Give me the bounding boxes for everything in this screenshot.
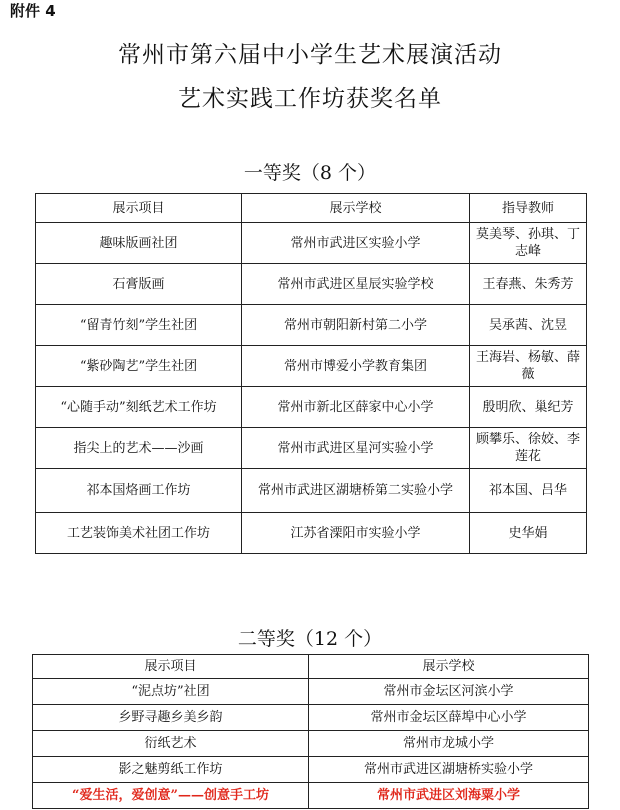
teacher-cell: 莫美琴、孙琪、丁志峰 xyxy=(470,223,587,264)
table-row xyxy=(36,264,587,305)
table-row xyxy=(33,757,589,783)
table-row xyxy=(36,223,587,264)
school-cell: 江苏省溧阳市实验小学 xyxy=(242,513,470,554)
table-row xyxy=(36,428,587,469)
school-cell: 常州市武进区湖塘桥第二实验小学 xyxy=(242,469,470,513)
project-cell: 指尖上的艺术——沙画 xyxy=(36,428,242,469)
table-row xyxy=(33,731,589,757)
column-header: 展示项目 xyxy=(36,194,242,223)
document-title-line1: 常州市第六届中小学生艺术展演活动 xyxy=(118,42,502,68)
table-row xyxy=(33,679,589,705)
project-cell: 影之魅剪纸工作坊 xyxy=(33,757,309,783)
school-cell: 常州市金坛区薛埠中心小学 xyxy=(309,705,589,731)
project-cell: 祁本国烙画工作坊 xyxy=(36,469,242,513)
teacher-cell: 顾攀乐、徐姣、李莲花 xyxy=(470,428,587,469)
table-row xyxy=(36,513,587,554)
project-cell: “紫砂陶艺”学生社团 xyxy=(36,346,242,387)
school-cell: 常州市武进区刘海粟小学 xyxy=(309,783,589,809)
school-cell: 常州市龙城小学 xyxy=(309,731,589,757)
column-header: 展示学校 xyxy=(242,194,470,223)
document-title-line2: 艺术实践工作坊获奖名单 xyxy=(178,86,442,112)
attachment-label: 附件 4 xyxy=(10,2,56,20)
project-cell: “留青竹刻”学生社团 xyxy=(36,305,242,346)
project-cell: 乡野寻趣乡美乡韵 xyxy=(33,705,309,731)
second-prize-heading: 二等奖（12 个） xyxy=(237,628,383,650)
school-cell: 常州市新北区薛家中心小学 xyxy=(242,387,470,428)
project-cell: 石膏版画 xyxy=(36,264,242,305)
first-prize-heading: 一等奖（8 个） xyxy=(243,162,377,184)
school-cell: 常州市武进区星河实验小学 xyxy=(242,428,470,469)
table-header-row xyxy=(33,655,589,679)
table-row xyxy=(33,705,589,731)
table-row xyxy=(36,387,587,428)
project-cell: 趣味版画社团 xyxy=(36,223,242,264)
school-cell: 常州市金坛区河滨小学 xyxy=(309,679,589,705)
teacher-cell: 王春燕、朱秀芳 xyxy=(470,264,587,305)
column-header: 展示学校 xyxy=(309,655,589,679)
teacher-cell: 史华娟 xyxy=(470,513,587,554)
table-row xyxy=(36,346,587,387)
table-row xyxy=(36,469,587,513)
column-header: 指导教师 xyxy=(470,194,587,223)
school-cell: 常州市武进区实验小学 xyxy=(242,223,470,264)
project-cell: “泥点坊”社团 xyxy=(33,679,309,705)
school-cell: 常州市武进区湖塘桥实验小学 xyxy=(309,757,589,783)
table-header-row xyxy=(36,194,587,223)
teacher-cell: 吴承茜、沈昱 xyxy=(470,305,587,346)
project-cell: 工艺装饰美术社团工作坊 xyxy=(36,513,242,554)
teacher-cell: 殷明欣、巢纪芳 xyxy=(470,387,587,428)
teacher-cell: 祁本国、吕华 xyxy=(470,469,587,513)
first-prize-table xyxy=(35,193,587,554)
project-cell: 衍纸艺术 xyxy=(33,731,309,757)
school-cell: 常州市朝阳新村第二小学 xyxy=(242,305,470,346)
table-row-highlighted xyxy=(33,783,589,809)
second-prize-table xyxy=(32,654,589,809)
school-cell: 常州市博爱小学教育集团 xyxy=(242,346,470,387)
table-row xyxy=(36,305,587,346)
school-cell: 常州市武进区星辰实验学校 xyxy=(242,264,470,305)
project-cell: “爱生活，爱创意”——创意手工坊 xyxy=(33,783,309,809)
column-header: 展示项目 xyxy=(33,655,309,679)
teacher-cell: 王海岩、杨敏、薛薇 xyxy=(470,346,587,387)
project-cell: “心随手动”刻纸艺术工作坊 xyxy=(36,387,242,428)
